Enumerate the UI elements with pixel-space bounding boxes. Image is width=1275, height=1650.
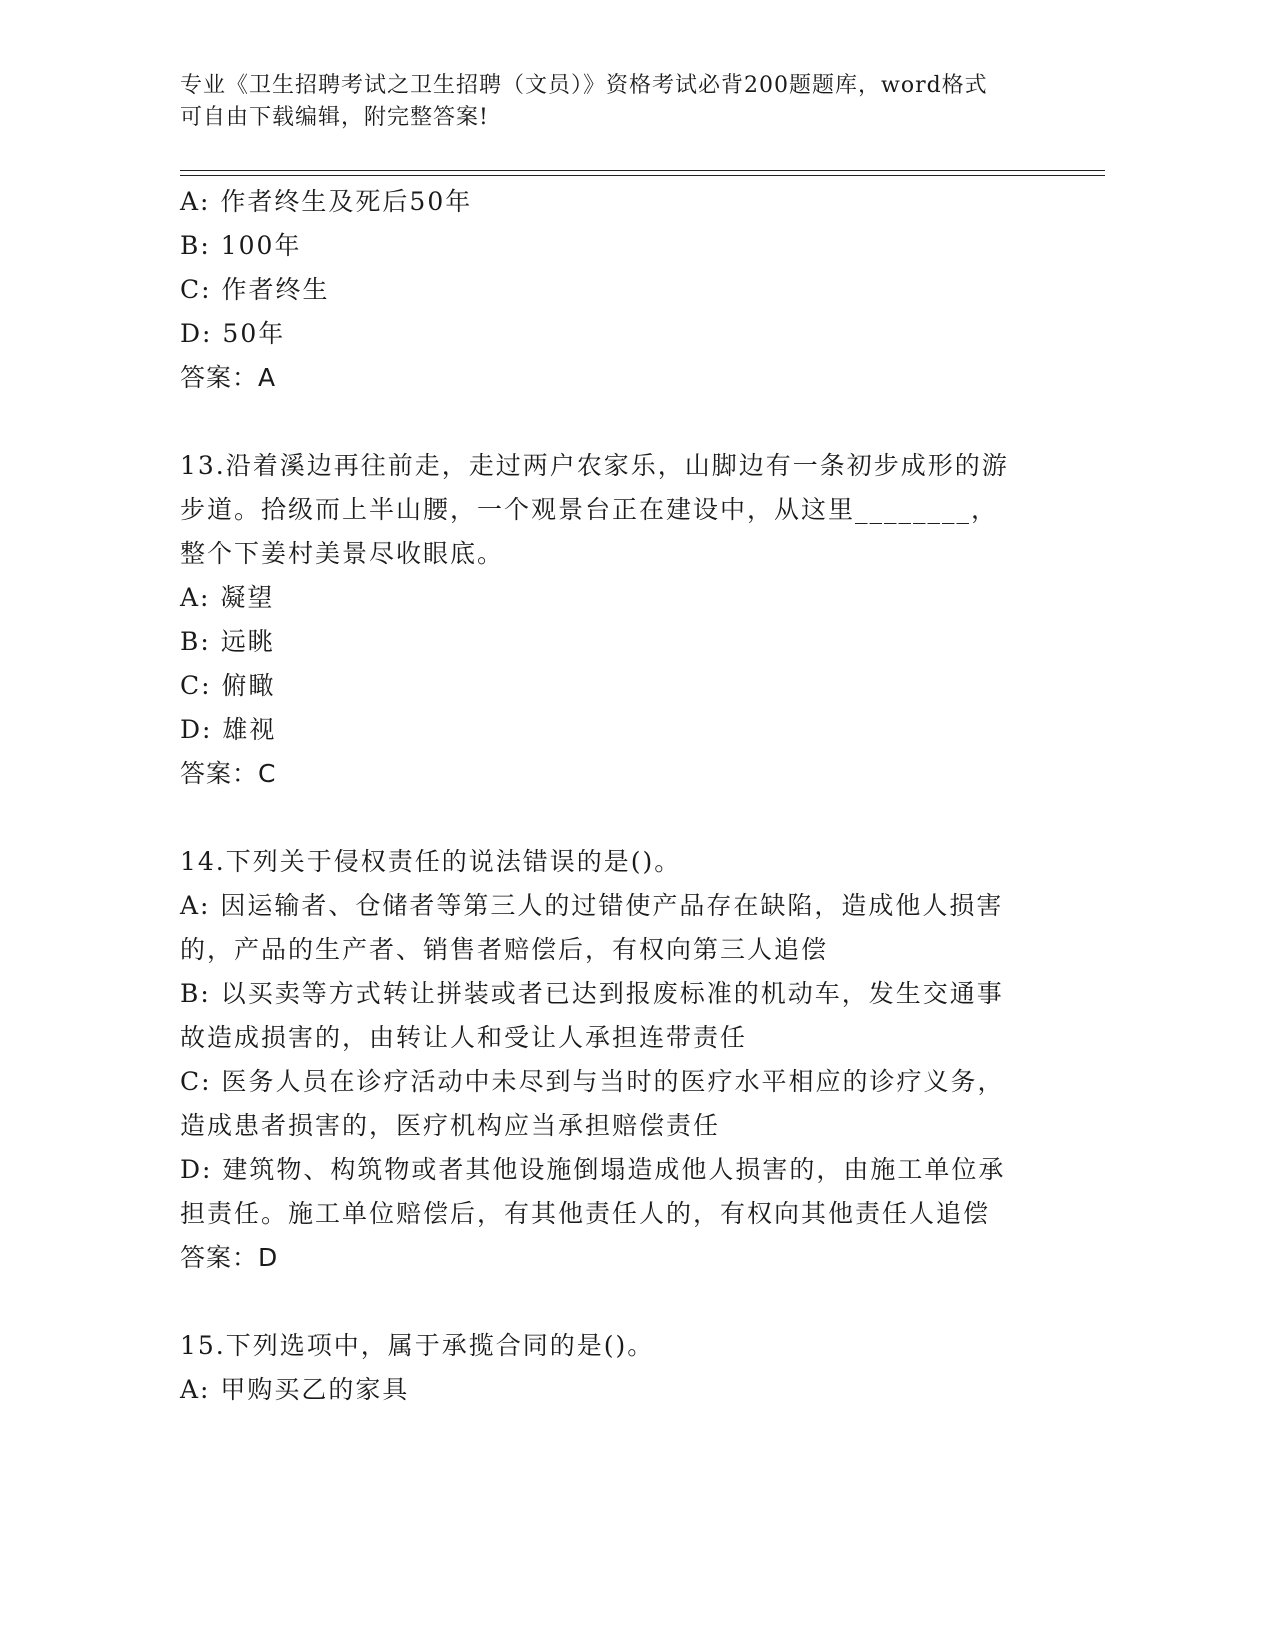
header-rule-bottom (180, 175, 1105, 176)
option-a: A: 甲购买乙的家具 (180, 1375, 410, 1404)
header-line-2: 可自由下载编辑，附完整答案! (180, 105, 489, 130)
option-a: A: 凝望 (180, 583, 275, 612)
answer-14: 答案：D (180, 1243, 279, 1272)
question-stem-line: 整个下姜村美景尽收眼底。 (180, 539, 505, 568)
question-15 (180, 1324, 1040, 1412)
question-content (180, 180, 1040, 1412)
question-13 (180, 444, 1040, 796)
option-b-continued: 故造成损害的，由转让人和受让人承担连带责任 (180, 1023, 748, 1052)
option-d-continued: 担责任。施工单位赔偿后，有其他责任人的，有权向其他责任人追偿 (180, 1199, 991, 1228)
option-d: D: 50年 (180, 319, 286, 348)
option-b: B: 100年 (180, 231, 302, 260)
option-c: C: 医务人员在诊疗活动中未尽到与当时的医疗水平相应的诊疗义务， (180, 1067, 1005, 1096)
option-c: C: 作者终生 (180, 275, 330, 304)
question-stem-line: 15.下列选项中，属于承揽合同的是()。 (180, 1331, 655, 1360)
question-stem-line: 步道。拾级而上半山腰，一个观景台正在建设中，从这里________， (180, 495, 999, 524)
question-14 (180, 840, 1040, 1280)
question-12 (180, 180, 1040, 400)
option-a-continued: 的，产品的生产者、销售者赔偿后，有权向第三人追偿 (180, 935, 829, 964)
header-rule-top (180, 170, 1105, 171)
document-header (180, 70, 1060, 134)
option-d: D: 建筑物、构筑物或者其他设施倒塌造成他人损害的，由施工单位承 (180, 1155, 1006, 1184)
answer-12: 答案：A (180, 363, 277, 392)
question-stem-line: 13.沿着溪边再往前走，走过两户农家乐，山脚边有一条初步成形的游 (180, 451, 1009, 480)
option-a: A: 作者终生及死后50年 (180, 187, 473, 216)
question-stem-line: 14.下列关于侵权责任的说法错误的是()。 (180, 847, 682, 876)
option-d: D: 雄视 (180, 715, 277, 744)
answer-13: 答案：C (180, 759, 277, 788)
option-b: B: 远眺 (180, 627, 275, 656)
option-a: A: 因运输者、仓储者等第三人的过错使产品存在缺陷，造成他人损害 (180, 891, 1004, 920)
header-line-1: 专业《卫生招聘考试之卫生招聘（文员）》资格考试必背200题题库，word格式 (180, 73, 988, 98)
option-c-continued: 造成患者损害的，医疗机构应当承担赔偿责任 (180, 1111, 721, 1140)
option-b: B: 以买卖等方式转让拼装或者已达到报废标准的机动车，发生交通事 (180, 979, 1004, 1008)
option-c: C: 俯瞰 (180, 671, 276, 700)
